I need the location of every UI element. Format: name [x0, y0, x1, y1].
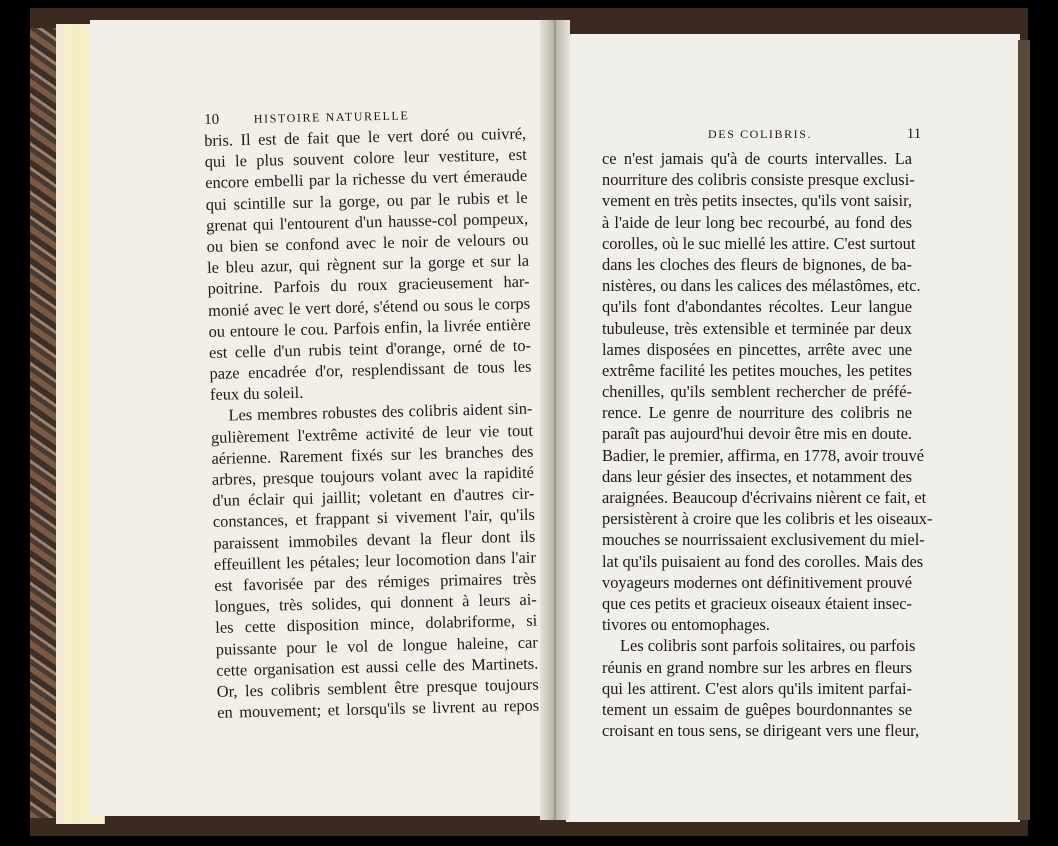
text-line: Or, les colibris semblent être presque toujours: [216, 674, 539, 701]
text-line: dans leur gésier des insectes, et notamment des: [602, 466, 912, 486]
text-line: cette organisation est aussi celle des Martinets.: [216, 653, 539, 680]
right-head-title: DES COLIBRIS.: [708, 127, 813, 141]
text-line: en mouvement; et lorsqu'ils se livrent au repos: [217, 695, 540, 722]
text-line: monié avec le vert doré, s'étend ou sous le corps: [207, 293, 531, 320]
text-line: rence. Le genre de nourriture des colibris ne: [602, 403, 912, 423]
text-line: qui les attirent. C'est alors qu'ils imitent parfai-: [602, 678, 912, 698]
text-line: est celle d'un rubis teint d'orange, orné de to-: [208, 335, 532, 362]
text-line: aérienne. Rarement fixés sur les branches des: [211, 441, 534, 468]
text-line: gulièrement l'extrême activité de leur vie tout: [210, 420, 534, 447]
text-line: extrême facilité les petites mouches, les petites: [602, 360, 912, 380]
text-line: le bleu azur, qui règnent sur la gorge et sur la: [206, 250, 530, 278]
text-line: effeuillent les pétales; leur locomotion dans l'air: [213, 547, 536, 574]
left-body-text: [204, 123, 539, 723]
text-line: puissante pour le vol de longue haleine, car: [215, 632, 538, 659]
text-line: persistèrent à croire que les colibris et les oiseaux-: [602, 509, 933, 529]
text-line: Les membres robustes des colibris aident sin-: [228, 399, 533, 425]
text-line: ou entoure le cou. Parfois enfin, la livrée entière: [208, 314, 531, 341]
text-line: encore embelli par la richesse du vert émeraude: [204, 166, 528, 193]
text-line: voyageurs modernes ont définitivement prouvé: [602, 572, 912, 592]
text-line: ou bien se confond avec le noir de velours ou: [206, 229, 529, 256]
text-line: paraît pas aujourd'hui devoir être mis en doute.: [602, 424, 912, 444]
text-line: tivores ou entomophages.: [602, 615, 770, 635]
text-line: poitrine. Parfois du roux gracieusement har-: [207, 271, 530, 299]
text-line: nourriture des colibris consiste presque exclusi-: [602, 170, 915, 190]
text-line: est favorisée par des rémiges primaires très: [214, 568, 537, 595]
text-line: paze encadrée d'or, resplendissant de tous les: [209, 356, 532, 383]
right-body-text: [602, 148, 933, 741]
text-line: arbres, presque toujours volant avec la rapidité: [211, 462, 535, 489]
text-line: longues, très solides, qui donnent à leurs ai-: [214, 589, 537, 616]
text-line: Badier, le premier, affirma, en 1778, avoir trouvé: [602, 445, 924, 465]
text-line: réunis en grand nombre sur les arbres en fleurs: [602, 657, 912, 677]
text-line: nistères, ou dans les calices des mélastômes, etc.: [602, 276, 921, 296]
marbled-edge: [30, 28, 58, 818]
right-page-number: 11: [906, 126, 922, 142]
text-line: d'un éclair qui jaillit; voletant en d'autres cir-: [212, 483, 535, 511]
text-line: bris. Il est de fait que le vert doré ou cuivré,: [204, 123, 527, 150]
text-line: mouches se nourrissaient exclusivement du miel-: [602, 530, 925, 550]
text-line: chenilles, qu'ils semblent rechercher de préfé-: [602, 382, 912, 402]
text-line: qui le plus souvent colore leur vestiture, est: [204, 144, 527, 172]
text-line: lat qu'ils puisaient au fond des corolles. Mais des: [602, 551, 924, 571]
right-running-head: [708, 126, 921, 143]
text-line: croisant en tous sens, se dirigeant vers une fleur,: [602, 721, 920, 741]
text-line: qu'ils font d'abondantes récoltes. Leur langue: [602, 297, 912, 317]
text-line: Les colibris sont parfois solitaires, ou parfois: [620, 636, 916, 656]
left-head-title: HISTOIRE NATURELLE: [253, 108, 410, 126]
text-line: qui scintille sur la gorge, ou par le rubis et le: [205, 187, 528, 214]
text-line: lames disposées en pincettes, arrête avec une: [602, 339, 912, 359]
left-page-number: 10: [204, 111, 220, 128]
text-line: tement un essaim de guêpes bourdonnantes se: [602, 699, 912, 719]
text-line: corolles, où le suc miellé les attire. C'est surtout: [602, 233, 916, 253]
text-line: constances, et frappant si vivement l'air, qu'ils: [212, 504, 536, 532]
book-gutter: [540, 20, 570, 820]
text-line: ce n'est jamais qu'à de courts intervalles. La: [602, 149, 912, 168]
text-line: paraissent immobiles devant la fleur dont ils: [213, 526, 536, 553]
text-line: vement en très petits insectes, qu'ils vont saisir,: [602, 191, 912, 211]
text-line: dans les cloches des fleurs de bignones, de ba-: [602, 254, 912, 274]
text-line: feux du soleil.: [209, 383, 304, 405]
back-cover-edge: [1018, 40, 1030, 820]
text-line: à l'aide de leur long bec recourbé, au fond des: [602, 212, 912, 232]
text-line: grenat qui l'entourent d'un hausse-col pompeux,: [205, 208, 529, 235]
text-line: tubuleuse, très extensible et terminée par deux: [602, 318, 912, 338]
text-line: araignées. Beaucoup d'écrivains nièrent ce fait, et: [602, 488, 927, 507]
text-line: que ces petits et gracieux oiseaux étaient insec-: [602, 593, 912, 613]
text-line: les cette disposition mince, dolabriforme, si: [215, 610, 538, 638]
